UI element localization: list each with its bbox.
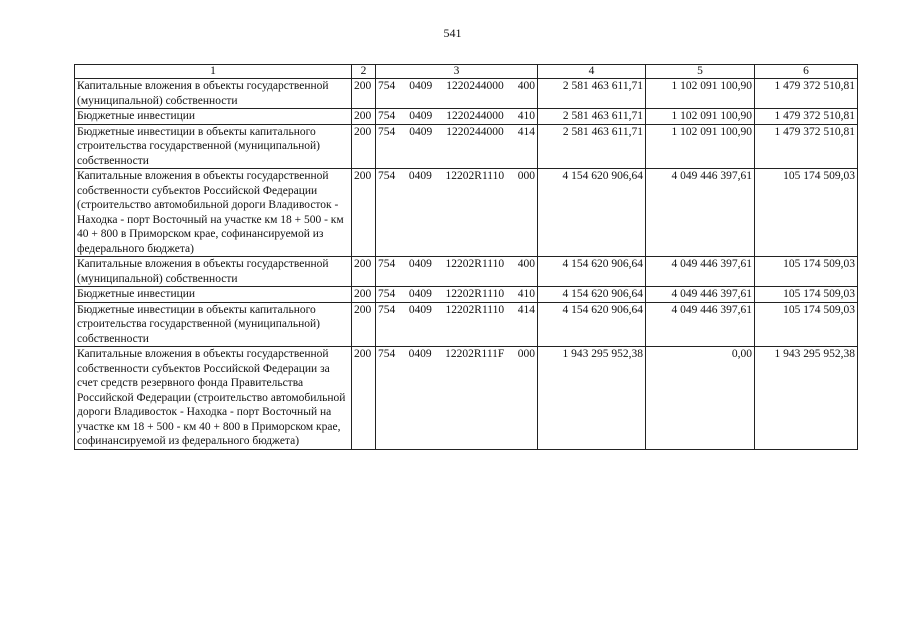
row-value-5: 4 049 446 397,61	[646, 302, 755, 347]
row-description: Бюджетные инвестиции	[75, 287, 352, 303]
header-cell: 6	[755, 65, 858, 79]
row-value-5: 4 049 446 397,61	[646, 169, 755, 257]
row-value-6: 1 479 372 510,81	[755, 124, 858, 169]
section-code: 0409	[409, 125, 433, 138]
row-description: Капитальные вложения в объекты государственной собственности субъектов Российской Федерации за счет средств резервного фонда Правительства Российской Федерации (строительство автомобильной дороги Владивосток - Находка - порт Восточный на участке км 18 + 500 - км 40 + 800 в Приморском крае, софинансируемой из федерального бюджета)	[75, 347, 352, 450]
row-value-5: 0,00	[646, 347, 755, 450]
section-code: 0409	[408, 258, 432, 270]
admin-code: 754	[378, 110, 396, 122]
section-code: 0409	[408, 288, 432, 300]
row-value-6: 105 174 509,03	[755, 257, 858, 287]
row-description: Бюджетные инвестиции в объекты капитального строительства государственной (муниципальной) собственности	[75, 302, 352, 347]
target-article-code: 1220244000	[446, 125, 504, 138]
admin-code: 754	[378, 288, 396, 300]
target-article-code: 12202R1110	[445, 258, 505, 270]
section-code: 0409	[408, 348, 432, 360]
target-article-code: 12202R1110	[445, 288, 505, 300]
row-value-4: 4 154 620 906,64	[538, 302, 646, 347]
row-value-5: 1 102 091 100,90	[646, 79, 755, 109]
page-number: 541	[443, 26, 462, 40]
row-code-2: 200	[352, 124, 376, 169]
expense-type-code: 414	[517, 125, 535, 138]
row-classification-code	[376, 124, 538, 169]
header-cell: 1	[75, 65, 352, 79]
expense-type-code: 410	[517, 110, 535, 122]
admin-code: 754	[378, 303, 396, 316]
row-value-6: 105 174 509,03	[755, 287, 858, 303]
target-article-code: 12202R111F	[445, 348, 505, 360]
row-value-6: 1 479 372 510,81	[755, 109, 858, 125]
row-value-6: 1 943 295 952,38	[755, 347, 858, 450]
row-description: Бюджетные инвестиции	[75, 109, 352, 125]
target-article-code: 12202R1110	[445, 170, 505, 182]
row-code-2: 200	[352, 287, 376, 303]
header-cell: 3	[376, 65, 538, 79]
row-classification-code	[376, 347, 538, 450]
row-value-4: 4 154 620 906,64	[538, 257, 646, 287]
table-row	[75, 302, 858, 347]
expense-type-code: 000	[517, 348, 535, 360]
target-article-code: 1220244000	[446, 110, 504, 122]
row-classification-code	[376, 257, 538, 287]
expense-type-code: 000	[517, 170, 535, 182]
header-cell: 4	[538, 65, 646, 79]
row-code-2: 200	[352, 79, 376, 109]
row-value-5: 4 049 446 397,61	[646, 257, 755, 287]
expense-type-code: 410	[517, 288, 535, 300]
row-value-4: 2 581 463 611,71	[538, 109, 646, 125]
table-row	[75, 257, 858, 287]
row-description: Капитальные вложения в объекты государственной (муниципальной) собственности	[75, 79, 352, 109]
table-row	[75, 124, 858, 169]
row-code-2: 200	[352, 302, 376, 347]
section-code: 0409	[408, 170, 432, 182]
expense-type-code: 414	[517, 303, 535, 316]
row-value-5: 1 102 091 100,90	[646, 109, 755, 125]
row-description: Бюджетные инвестиции в объекты капитального строительства государственной (муниципальной) собственности	[75, 124, 352, 169]
admin-code: 754	[378, 125, 396, 138]
table-row	[75, 287, 858, 303]
table-row	[75, 109, 858, 125]
section-code: 0409	[409, 80, 433, 92]
row-classification-code	[376, 169, 538, 257]
target-article-code: 1220244000	[446, 80, 504, 92]
section-code: 0409	[409, 110, 433, 122]
row-value-4: 2 581 463 611,71	[538, 79, 646, 109]
row-code-2: 200	[352, 109, 376, 125]
header-cell: 2	[352, 65, 376, 79]
row-description: Капитальные вложения в объекты государственной собственности субъектов Российской Федерации (строительство автомобильной дороги Владивосток - Находка - порт Восточный на участке км 18 + 500 - км 40 + 800 в Приморском крае, софинансируемой из федерального бюджета)	[75, 169, 352, 257]
row-classification-code	[376, 302, 538, 347]
section-code: 0409	[408, 303, 432, 316]
expense-type-code: 400	[517, 80, 535, 92]
table-row	[75, 79, 858, 109]
target-article-code: 12202R1110	[445, 303, 505, 316]
row-code-2: 200	[352, 169, 376, 257]
admin-code: 754	[378, 170, 396, 182]
row-value-5: 1 102 091 100,90	[646, 124, 755, 169]
row-value-6: 1 479 372 510,81	[755, 79, 858, 109]
row-value-5: 4 049 446 397,61	[646, 287, 755, 303]
row-description: Капитальные вложения в объекты государственной (муниципальной) собственности	[75, 257, 352, 287]
budget-table	[74, 64, 858, 450]
row-code-2: 200	[352, 257, 376, 287]
row-classification-code	[376, 79, 538, 109]
row-classification-code	[376, 287, 538, 303]
admin-code: 754	[378, 258, 396, 270]
expense-type-code: 400	[517, 258, 535, 270]
admin-code: 754	[378, 80, 396, 92]
row-value-6: 105 174 509,03	[755, 302, 858, 347]
row-value-4: 1 943 295 952,38	[538, 347, 646, 450]
row-value-4: 4 154 620 906,64	[538, 287, 646, 303]
admin-code: 754	[378, 348, 396, 360]
row-value-4: 4 154 620 906,64	[538, 169, 646, 257]
header-cell: 5	[646, 65, 755, 79]
row-classification-code	[376, 109, 538, 125]
table-row	[75, 169, 858, 257]
row-code-2: 200	[352, 347, 376, 450]
table-header-row	[75, 65, 858, 79]
row-value-6: 105 174 509,03	[755, 169, 858, 257]
table-row	[75, 347, 858, 450]
row-value-4: 2 581 463 611,71	[538, 124, 646, 169]
